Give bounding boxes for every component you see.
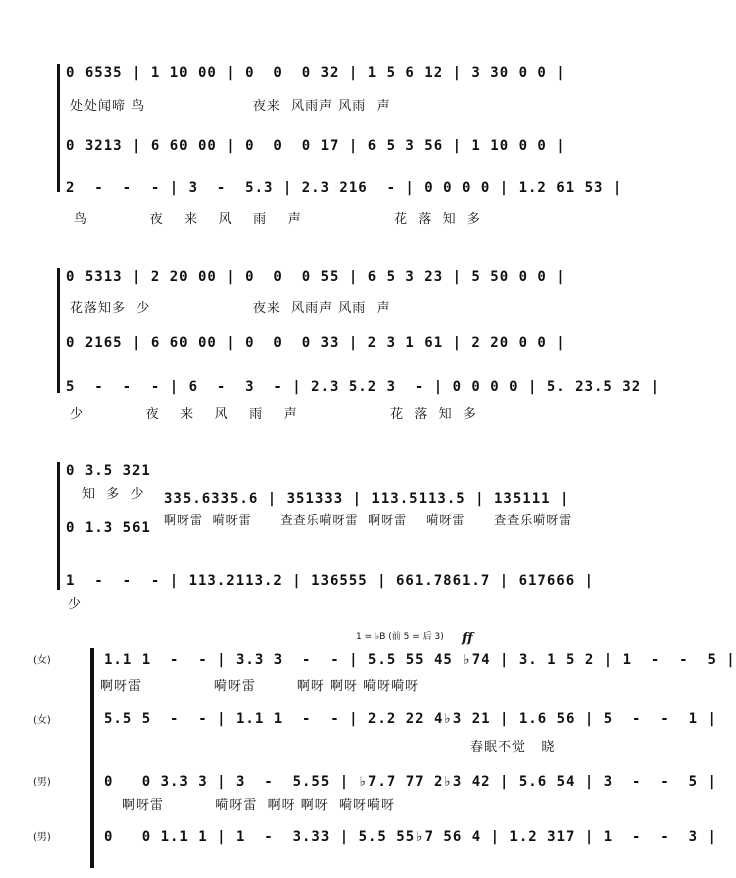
system-2-voice-3-notes: 5 - - - | 6 - 3 - | 2.3 5.2 3 - | 0 0 0 0 | 5. 23.5 32 | — [66, 379, 661, 395]
system-4-voice-1-notes: 1.1 1 - - | 3.3 3 - - | 5.5 55 45 ♭74 | 3. 1 5 2 | 1 - - 5 | — [104, 652, 736, 668]
system-2-voice-2-notes: 0 2165 | 6 60 00 | 0 0 0 33 | 2 3 1 61 | 2 20 0 0 | — [66, 335, 566, 351]
system-1-voice-1-notes: 0 6535 | 1 10 00 | 0 0 0 32 | 1 5 6 12 | 3 30 0 0 | — [66, 65, 566, 81]
key-signature: 1 = ♭B (前 5 = 后 3) — [356, 632, 444, 642]
system-1-brace — [57, 64, 60, 192]
system-2-voice-3-lyrics: 少 夜 来 风 雨 声 花 落 知 多 — [70, 407, 477, 422]
system-4-voice-3-notes: 0 0 3.3 3 | 3 - 5.55 | ♭7.7 77 2♭3 42 | 5.6 54 | 3 - - 5 | — [104, 774, 717, 790]
system-3-brace — [57, 462, 60, 590]
system-2-voice-1-lyrics: 花落知多 少 夜来 风雨声 风雨 声 — [70, 301, 391, 316]
system-4-voice-3-lyrics: 啊呀雷 嗬呀雷 啊呀 啊呀 嗬呀嗬呀 — [122, 798, 395, 813]
voice-label-female-2: (女) — [33, 715, 51, 726]
system-2-voice-1-notes: 0 5313 | 2 20 00 | 0 0 0 55 | 6 5 3 23 | 5 50 0 0 | — [66, 269, 566, 285]
system-3-voice-1-notes: 0 3.5 321 — [66, 463, 151, 479]
system-3-middle-notes: 335.6335.6 | 351333 | 113.5113.5 | 135111 | — [164, 491, 570, 507]
system-3-middle-lyrics: 啊呀雷 嗬呀雷 查查乐嗬呀雷 啊呀雷 嗬呀雷 查查乐嗬呀雷 — [164, 513, 573, 527]
system-3-voice-2-notes: 0 1.3 561 — [66, 520, 151, 536]
system-2-brace — [57, 268, 60, 393]
system-4-brace — [90, 648, 94, 868]
system-4-voice-4-notes: 0 0 1.1 1 | 1 - 3.33 | 5.5 55♭7 56 4 | 1.2 317 | 1 - - 3 | — [104, 829, 717, 845]
system-3-voice-3-lyrics: 少 — [68, 597, 83, 612]
system-4-voice-2-lyrics: 春眠不觉 晓 — [470, 740, 556, 755]
system-3-voice-1-lyrics: 知 多 少 — [82, 487, 145, 502]
system-1-voice-2-notes: 0 3213 | 6 60 00 | 0 0 0 17 | 6 5 3 56 | 1 10 0 0 | — [66, 138, 566, 154]
dynamic-marking: ff — [462, 631, 473, 646]
voice-label-male-2: (男) — [33, 832, 51, 843]
system-4-voice-1-lyrics: 啊呀雷 嗬呀雷 啊呀 啊呀 嗬呀嗬呀 — [100, 679, 420, 694]
voice-label-female-1: (女) — [33, 655, 51, 666]
system-4-voice-2-notes: 5.5 5 - - | 1.1 1 - - | 2.2 22 4♭3 21 | 1.6 56 | 5 - - 1 | — [104, 711, 717, 727]
system-3-voice-3-notes: 1 - - - | 113.2113.2 | 136555 | 661.7861.7 | 617666 | — [66, 573, 595, 589]
system-1-voice-3-notes: 2 - - - | 3 - 5.3 | 2.3 216 - | 0 0 0 0 | 1.2 61 53 | — [66, 180, 623, 196]
system-1-voice-1-lyrics: 处处闻啼 鸟 夜来 风雨声 风雨 声 — [70, 99, 391, 114]
system-1-voice-3-lyrics: 鸟 夜 来 风 雨 声 花 落 知 多 — [74, 212, 481, 227]
voice-label-male-1: (男) — [33, 777, 51, 788]
